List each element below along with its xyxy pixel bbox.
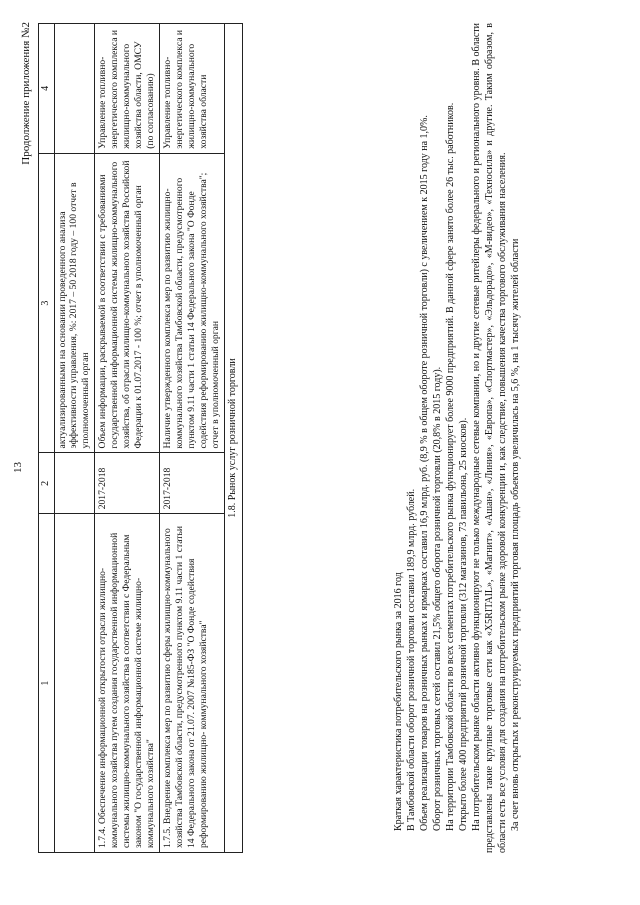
table-header-row xyxy=(39,24,55,853)
column-header: 4 xyxy=(39,24,55,154)
table-cell: 2017-2018 xyxy=(95,453,160,514)
paragraph: Оборот розничных торговых сетей составил 21,5% общего оборота розничной торговли (20,8% в 2015 году). xyxy=(432,366,443,831)
column-header: 2 xyxy=(39,453,55,514)
column-header: 1 xyxy=(39,514,55,853)
market-description xyxy=(392,23,522,853)
table-row xyxy=(95,24,160,853)
table-cell: 1.7.4. Обеспечение информационной открытости отрасли жилищно-коммунального хозяйства путем создания государственной информационной системы жилищно-коммунального хозяйства в соответствии с Федеральным законом "О государственной информационной системе жилищно-коммунального хозяйства" xyxy=(95,514,160,853)
page-number: 13 xyxy=(12,462,24,473)
table-cell xyxy=(54,453,95,514)
table-cell: Управление топливно-энергетического комплекса и жилищно-коммунального хозяйства области, ОМСУ (по согласованию) xyxy=(95,24,160,154)
section-row xyxy=(225,24,243,853)
paragraph: За счет вновь открытых и реконструируемых предприятий торговая площадь объектов увеличилась на 5,6 %, на 1 тысячу жителей области xyxy=(510,238,521,831)
table-cell: 2017-2018 xyxy=(160,453,225,514)
column-header: 3 xyxy=(39,153,55,453)
appendix-continuation: Продолжение приложения №2 xyxy=(20,22,32,165)
paragraph: Открыто более 400 предприятий розничной торговли (312 магазинов, 73 павильона, 25 киосков). xyxy=(458,417,469,831)
table-cell: Управление топливно-энергетического комплекса и жилищно-коммунального хозяйства области xyxy=(160,24,225,154)
section-title: 1.8. Рынок услуг розничной торговли xyxy=(225,24,243,853)
paragraph: Краткая характеристика потребительского рынка за 2016 год xyxy=(393,572,404,831)
measures-table xyxy=(38,23,243,853)
paragraph: В Тамбовской области оборот розничной торговли составил 189,9 млрд. рублей. xyxy=(406,488,417,831)
paragraph: На территории Тамбовской области во всех сегментах потребительского рынка функционирует более 9000 предприятий. В данной сфере занято более 26 тыс. работников. xyxy=(445,102,456,831)
table-cell: Объем информации, раскрываемой в соответствии с требованиями государственной информационной системы жилищно-коммунального хозяйства, об отрасли жилищно-коммунального хозяйства Российской Федерации к 01.07.2017 - 100 %; отчет в уполномоченный орган xyxy=(95,153,160,453)
table-cell: актуализированными на основании проведенного анализа эффективности управления, %: 2017 – 50 2018 году – 100 отчет в уполномоченный орган xyxy=(54,153,95,453)
paragraph: На потребительском рынке области активно функционируют не только международные сетевые компании, но и другие сетевые ритейлеры федерального и регионального уровня. В области представлены такие крупные торговые сети как «X5RITAIL», «Магнит», «Ашан», «Линия», «Европа», «Спортмастер», «Эльдорадо», «М-видео», «Техносила» и другие. Таким образом, в области есть все условия для создания на потребительском рынке здоровой конкуренции и, как следствие, повышения качества торгового обслуживания населения. xyxy=(471,23,508,853)
table-cell: Наличие утвержденного комплекса мер по развитию жилищно-коммунального хозяйства Тамбовской области, предусмотренного пунктом 9.11 части 1 статьи 14 Федерального закона "О Фонде содействия реформированию жилищно-коммунального хозяйства"; отчет в уполномоченный орган xyxy=(160,153,225,453)
table-cell xyxy=(54,514,95,853)
table-row xyxy=(160,24,225,853)
table-row xyxy=(54,24,95,853)
paragraph: Объем реализации товаров на розничных рынках и ярмарках составил 16,9 млрд. руб. (8,9 % в общем обороте розничной торговли) с увеличением к 2015 году на 1,0%. xyxy=(419,115,430,831)
table-cell: 1.7.5. Внедрение комплекса мер по развитию сферы жилищно-коммунального хозяйства Тамбовской области, предусмотренного пунктом 9.11 части 1 статьи 14 Федерального закона от 21.07. 2007 №185-ФЗ "О Фонде содействия реформированию жилищно- коммунального хозяйства" xyxy=(160,514,225,853)
table-cell xyxy=(54,24,95,154)
